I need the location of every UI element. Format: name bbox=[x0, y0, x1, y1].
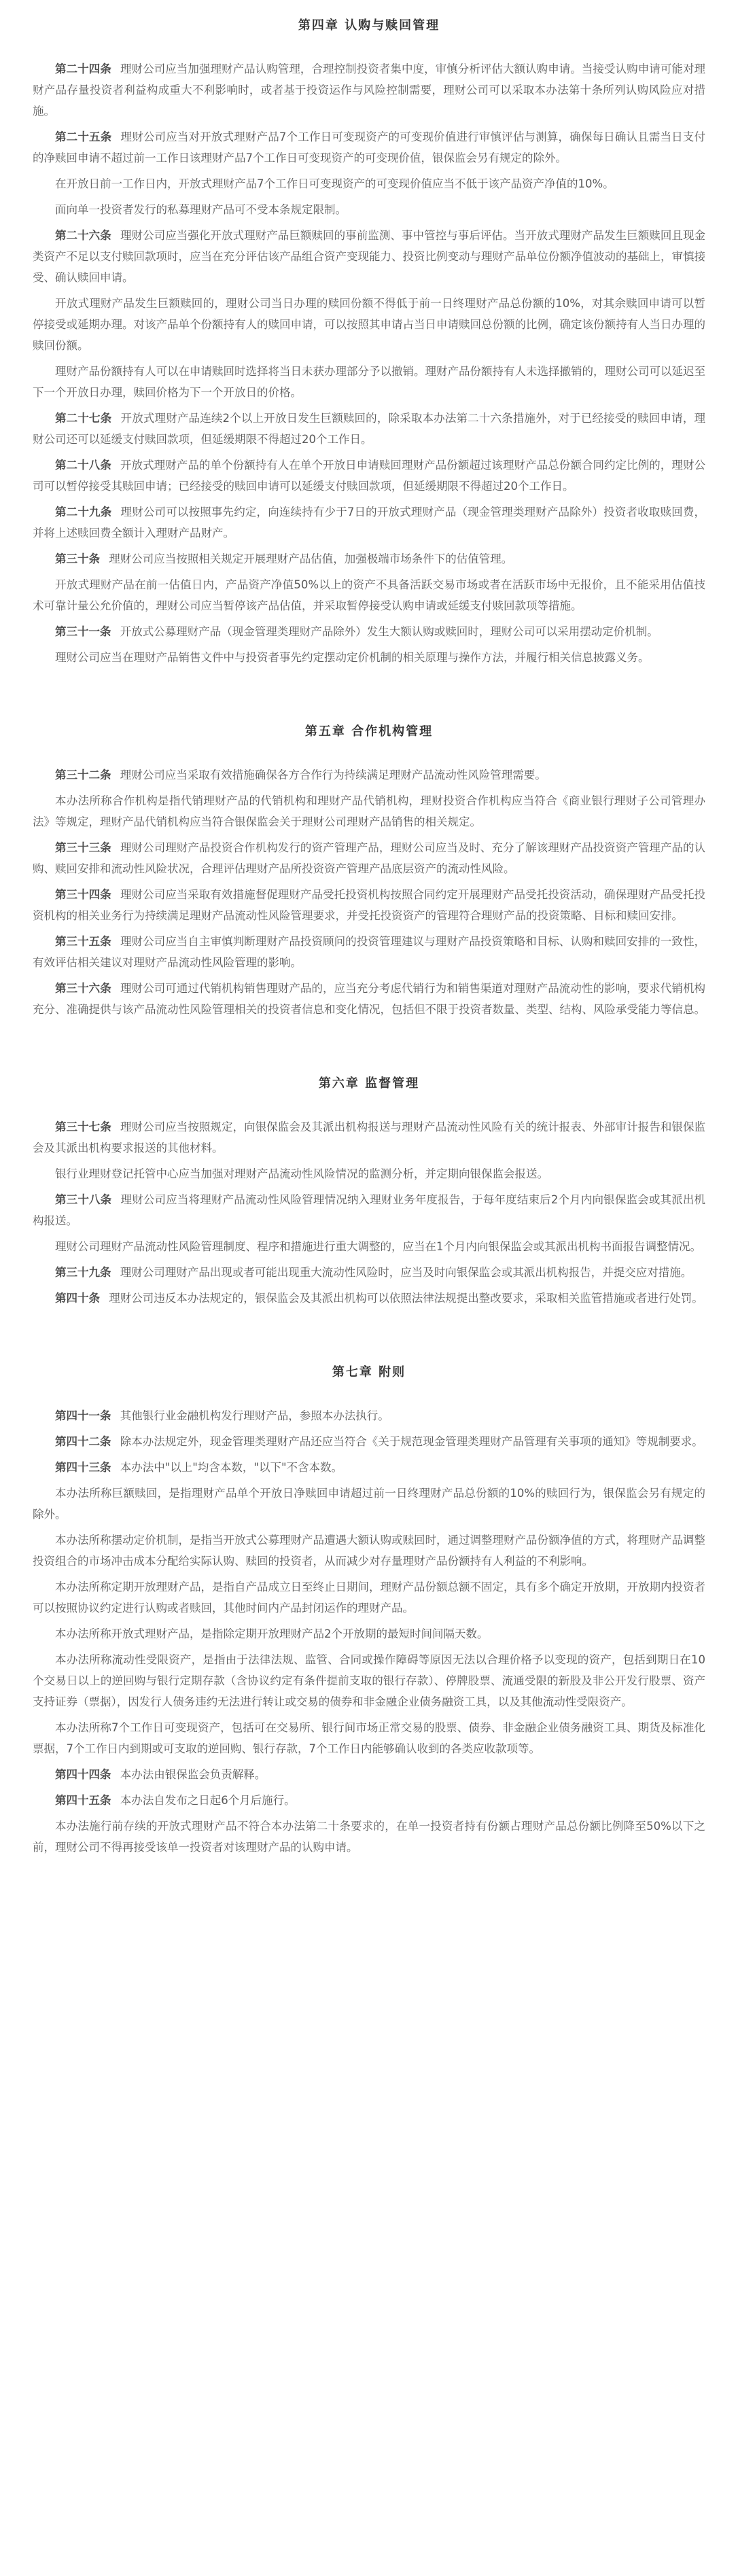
article-paragraph bbox=[33, 1623, 705, 1644]
article-paragraph bbox=[33, 1483, 705, 1525]
article-paragraph bbox=[33, 361, 705, 403]
article-text: 开放式理财产品的单个份额持有人在单个开放日申请赎回理财产品份额超过该理财产品总份额合同约定比例的，理财公司可以暂停接受其赎回申请；已经接受的赎回申请可以延缓支付赎回款项，但延缓期限不得超过20个工作日。 bbox=[33, 459, 706, 493]
regulation-document bbox=[0, 4, 738, 2576]
article-number: 第二十九条 bbox=[55, 506, 112, 518]
article-text: 理财公司可以按照事先约定，向连续持有少于7日的开放式理财产品（现金管理类理财产品除外）投资者收取赎回费，并将上述赎回费全额计入理财产品财产。 bbox=[33, 506, 706, 540]
article-text: 理财产品份额持有人可以在申请赎回时选择将当日未获办理部分予以撤销。理财产品份额持有人未选择撤销的，理财公司可以延迟至下一个开放日办理，赎回价格为下一个开放日的价格。 bbox=[33, 365, 705, 399]
article-text: 理财公司应当在理财产品销售文件中与投资者事先约定摆动定价机制的相关原理与操作方法，并履行相关信息披露义务。 bbox=[55, 651, 650, 664]
article-paragraph bbox=[33, 1189, 705, 1231]
article-text: 开放式理财产品发生巨额赎回的，理财公司当日办理的赎回份额不得低于前一日终理财产品总份额的10%，对其余赎回申请可以暂停接受或延期办理。对该产品单个份额持有人的赎回申请，可以按照其申请占当日申请赎回总份额的比例，确定该份额持有人当日办理的赎回份额。 bbox=[33, 297, 705, 352]
article-paragraph bbox=[33, 1457, 705, 1478]
article-paragraph bbox=[33, 647, 705, 668]
article-paragraph bbox=[33, 225, 705, 288]
article-number: 第四十一条 bbox=[55, 1409, 111, 1422]
article-text: 本办法中"以上"均含本数，"以下"不含本数。 bbox=[120, 1461, 343, 1474]
article-text: 本办法施行前存续的开放式理财产品不符合本办法第二十条要求的，在单一投资者持有份额占理财产品总份额比例降至50%以下之前，理财公司不得再接受该单一投资者对该理财产品的认购申请。 bbox=[33, 1820, 705, 1854]
article-paragraph bbox=[33, 1236, 705, 1257]
article-text: 理财公司应当加强理财产品认购管理，合理控制投资者集中度，审慎分析评估大额认购申请。当接受认购申请可能对理财产品存量投资者利益构成重大不利影响时，或者基于投资运作与风险控制需要，理财公司可以采取本办法第十条所列认购风险应对措施。 bbox=[33, 63, 706, 118]
article-text: 理财公司应当采取有效措施督促理财产品受托投资机构按照合同约定开展理财产品受托投资活动，确保理财产品受托投资机构的相关业务行为持续满足理财产品流动性风险管理要求，并受托投资资产的管理符合理财产品的投资策略、目标和赎回安排。 bbox=[33, 888, 706, 922]
article-text: 其他银行业金融机构发行理财产品，参照本办法执行。 bbox=[120, 1409, 389, 1422]
article-text: 理财公司可通过代销机构销售理财产品的，应当充分考虑代销行为和销售渠道对理财产品流动性的影响，要求代销机构充分、准确提供与该产品流动性风险管理相关的投资者信息和变化情况，包括但不限于投资者数量、类型、结构、风险承受能力等信息。 bbox=[33, 982, 706, 1016]
chapter-title: 第五章 合作机构管理 bbox=[304, 724, 434, 739]
article-paragraph bbox=[33, 1530, 705, 1572]
article-number: 第三十四条 bbox=[55, 888, 111, 901]
article-paragraph bbox=[33, 978, 705, 1020]
article-text: 理财公司应当将理财产品流动性风险管理情况纳入理财业务年度报告，于每年度结束后2个月内向银保监会或其派出机构报送。 bbox=[33, 1193, 706, 1227]
article-number: 第二十七条 bbox=[55, 412, 112, 425]
article-text: 在开放日前一工作日内，开放式理财产品7个工作日可变现资产的可变现价值应当不低于该产品资产净值的10%。 bbox=[55, 177, 614, 190]
article-number: 第四十三条 bbox=[55, 1461, 111, 1474]
article-text: 理财公司应当按照相关规定开展理财产品估值，加强极端市场条件下的估值管理。 bbox=[109, 552, 513, 565]
article-number: 第三十条 bbox=[55, 552, 100, 565]
article-text: 开放式公募理财产品（现金管理类理财产品除外）发生大额认购或赎回时，理财公司可以采用摆动定价机制。 bbox=[120, 625, 658, 638]
article-number: 第三十一条 bbox=[55, 625, 111, 638]
article-text: 本办法由银保监会负责解释。 bbox=[120, 1768, 266, 1781]
article-paragraph bbox=[33, 764, 705, 786]
article-number: 第二十四条 bbox=[55, 63, 111, 75]
article-paragraph bbox=[33, 790, 705, 832]
article-text: 本办法所称摆动定价机制，是指当开放式公募理财产品遭遇大额认购或赎回时，通过调整理财产品份额净值的方式，将理财产品调整投资组合的市场冲击成本分配给实际认购、赎回的投资者，从而减少对存量理财产品份额持有人利益的不利影响。 bbox=[33, 1534, 705, 1568]
chapter-title: 第四章 认购与赎回管理 bbox=[298, 18, 440, 33]
article-number: 第三十二条 bbox=[55, 769, 111, 781]
article-text: 理财公司应当对开放式理财产品7个工作日可变现资产的可变现价值进行审慎评估与测算，确保每日确认且需当日支付的净赎回申请不超过前一工作日该理财产品7个工作日可变现资产的可变现价值，银保监会另有规定的除外。 bbox=[33, 130, 706, 164]
article-number: 第三十九条 bbox=[55, 1266, 111, 1279]
chapter-title: 第六章 监督管理 bbox=[318, 1076, 420, 1091]
article-paragraph bbox=[33, 548, 705, 569]
article-paragraph bbox=[33, 501, 705, 544]
chapter-section bbox=[33, 710, 705, 1020]
article-text: 除本办法规定外，现金管理类理财产品还应当符合《关于规范现金管理类理财产品管理有关事项的通知》等规制要求。 bbox=[120, 1435, 703, 1448]
article-text: 本办法所称开放式理财产品，是指除定期开放理财产品2个开放期的最短时间间隔天数。 bbox=[55, 1627, 489, 1640]
article-text: 本办法所称7个工作日可变现资产，包括可在交易所、银行间市场正常交易的股票、债券、非金融企业债务融资工具、期货及标准化票据，7个工作日内到期或可支取的逆回购、银行存款，7个工作日内能够确认收到的各类应收款项等。 bbox=[33, 1721, 705, 1755]
article-number: 第二十八条 bbox=[55, 459, 111, 472]
article-number: 第四十四条 bbox=[55, 1768, 111, 1781]
article-text: 理财公司应当强化开放式理财产品巨额赎回的事前监测、事中管控与事后评估。当开放式理财产品发生巨额赎回且现金类资产不足以支付赎回款项时，应当在充分评估该产品组合资产变现能力、投资比例变动与理财产品单位份额净值波动的基础上，审慎接受、确认赎回申请。 bbox=[33, 229, 706, 284]
article-number: 第二十五条 bbox=[55, 130, 112, 143]
article-paragraph bbox=[33, 1262, 705, 1283]
article-paragraph bbox=[33, 199, 705, 220]
chapter-section bbox=[33, 1351, 705, 1858]
article-paragraph bbox=[33, 884, 705, 926]
article-text: 本办法所称流动性受限资产，是指由于法律法规、监管、合同或操作障碍等原因无法以合理价格予以变现的资产，包括到期日在10个交易日以上的逆回购与银行定期存款（含协议约定有条件提前支取的银行存款）、停牌股票、流通受限的新股及非公开发行股票、资产支持证券（票据），因发行人债务违约无法进行转让或交易的债券和非金融企业债务融资工具，以及其他流动性受限资产。 bbox=[33, 1653, 705, 1708]
article-paragraph bbox=[33, 621, 705, 642]
article-text: 开放式理财产品连续2个以上开放日发生巨额赎回的，除采取本办法第二十六条措施外，对于已经接受的赎回申请，理财公司还可以延缓支付赎回款项，但延缓期限不得超过20个工作日。 bbox=[33, 412, 706, 446]
article-text: 理财公司应当按照规定，向银保监会及其派出机构报送与理财产品流动性风险有关的统计报表、外部审计报告和银保监会及其派出机构要求报送的其他材料。 bbox=[33, 1121, 706, 1154]
article-paragraph bbox=[33, 1116, 705, 1159]
article-text: 理财公司理财产品流动性风险管理制度、程序和措施进行重大调整的，应当在1个月内向银保监会或其派出机构书面报告调整情况。 bbox=[55, 1240, 701, 1253]
article-text: 理财公司理财产品出现或者可能出现重大流动性风险时，应当及时向银保监会或其派出机构报告，并提交应对措施。 bbox=[120, 1266, 692, 1279]
article-number: 第三十三条 bbox=[55, 841, 111, 854]
article-paragraph bbox=[33, 408, 705, 450]
chapter-section bbox=[33, 1062, 705, 1309]
article-text: 理财公司应当采取有效措施确保各方合作行为持续满足理财产品流动性风险管理需要。 bbox=[120, 769, 546, 781]
article-paragraph bbox=[33, 1576, 705, 1619]
article-paragraph bbox=[33, 1288, 705, 1309]
chapter-section bbox=[33, 4, 705, 668]
article-text: 银行业理财登记托管中心应当加强对理财产品流动性风险情况的监测分析，并定期向银保监会报送。 bbox=[55, 1167, 548, 1180]
article-text: 理财公司违反本办法规定的，银保监会及其派出机构可以依照法律法规提出整改要求，采取相关监管措施或者进行处罚。 bbox=[109, 1292, 703, 1305]
article-text: 面向单一投资者发行的私募理财产品可不受本条规定限制。 bbox=[55, 203, 347, 216]
article-text: 开放式理财产品在前一估值日内，产品资产净值50%以上的资产不具备活跃交易市场或者在活跃市场中无报价，且不能采用估值技术可靠计量公允价值的，理财公司应当暂停该产品估值，并采取暂停接受认购申请或延缓支付赎回款项等措施。 bbox=[33, 578, 705, 612]
article-paragraph bbox=[33, 931, 705, 973]
article-number: 第三十六条 bbox=[55, 982, 111, 995]
article-number: 第三十八条 bbox=[55, 1193, 112, 1206]
article-paragraph bbox=[33, 1717, 705, 1759]
article-paragraph bbox=[33, 126, 705, 169]
article-number: 第四十二条 bbox=[55, 1435, 111, 1448]
article-number: 第二十六条 bbox=[55, 229, 111, 242]
article-text: 本办法所称合作机构是指代销理财产品的代销机构和理财产品代销机构，理财投资合作机构应当符合《商业银行理财子公司管理办法》等规定，理财产品代销机构应当符合银保监会关于理财公司理财产品销售的相关规定。 bbox=[33, 794, 705, 828]
article-paragraph bbox=[33, 58, 705, 122]
article-number: 第三十五条 bbox=[55, 935, 111, 948]
article-paragraph bbox=[33, 837, 705, 879]
article-paragraph bbox=[33, 1163, 705, 1184]
chapter-title: 第七章 附则 bbox=[332, 1365, 406, 1379]
article-text: 理财公司应当自主审慎判断理财产品投资顾问的投资管理建议与理财产品投资策略和目标、认购和赎回安排的一致性，有效评估相关建议对理财产品流动性风险管理的影响。 bbox=[33, 935, 706, 969]
article-paragraph bbox=[33, 1764, 705, 1785]
article-text: 本办法自发布之日起6个月后施行。 bbox=[120, 1794, 296, 1807]
article-paragraph bbox=[33, 455, 705, 497]
article-text: 本办法所称定期开放理财产品，是指自产品成立日至终止日期间，理财产品份额总额不固定，具有多个确定开放期，开放期内投资者可以按照协议约定进行认购或者赎回，其他时间内产品封闭运作的理财产品。 bbox=[33, 1581, 705, 1615]
article-paragraph bbox=[33, 1790, 705, 1811]
article-number: 第三十七条 bbox=[55, 1121, 111, 1133]
article-paragraph bbox=[33, 1816, 705, 1858]
article-paragraph bbox=[33, 1431, 705, 1452]
article-number: 第四十五条 bbox=[55, 1794, 111, 1807]
article-paragraph bbox=[33, 1405, 705, 1426]
article-number: 第四十条 bbox=[55, 1292, 100, 1305]
article-text: 本办法所称巨额赎回，是指理财产品单个开放日净赎回申请超过前一日终理财产品总份额的10%的赎回行为，银保监会另有规定的除外。 bbox=[33, 1487, 705, 1521]
article-paragraph bbox=[33, 1649, 705, 1712]
article-paragraph bbox=[33, 574, 705, 616]
article-text: 理财公司理财产品投资合作机构发行的资产管理产品，理财公司应当及时、充分了解该理财产品投资资产管理产品的认购、赎回安排和流动性风险状况，合理评估理财产品所投资资产管理产品底层资产的流动性风险。 bbox=[33, 841, 706, 875]
article-paragraph bbox=[33, 173, 705, 194]
article-paragraph bbox=[33, 293, 705, 356]
